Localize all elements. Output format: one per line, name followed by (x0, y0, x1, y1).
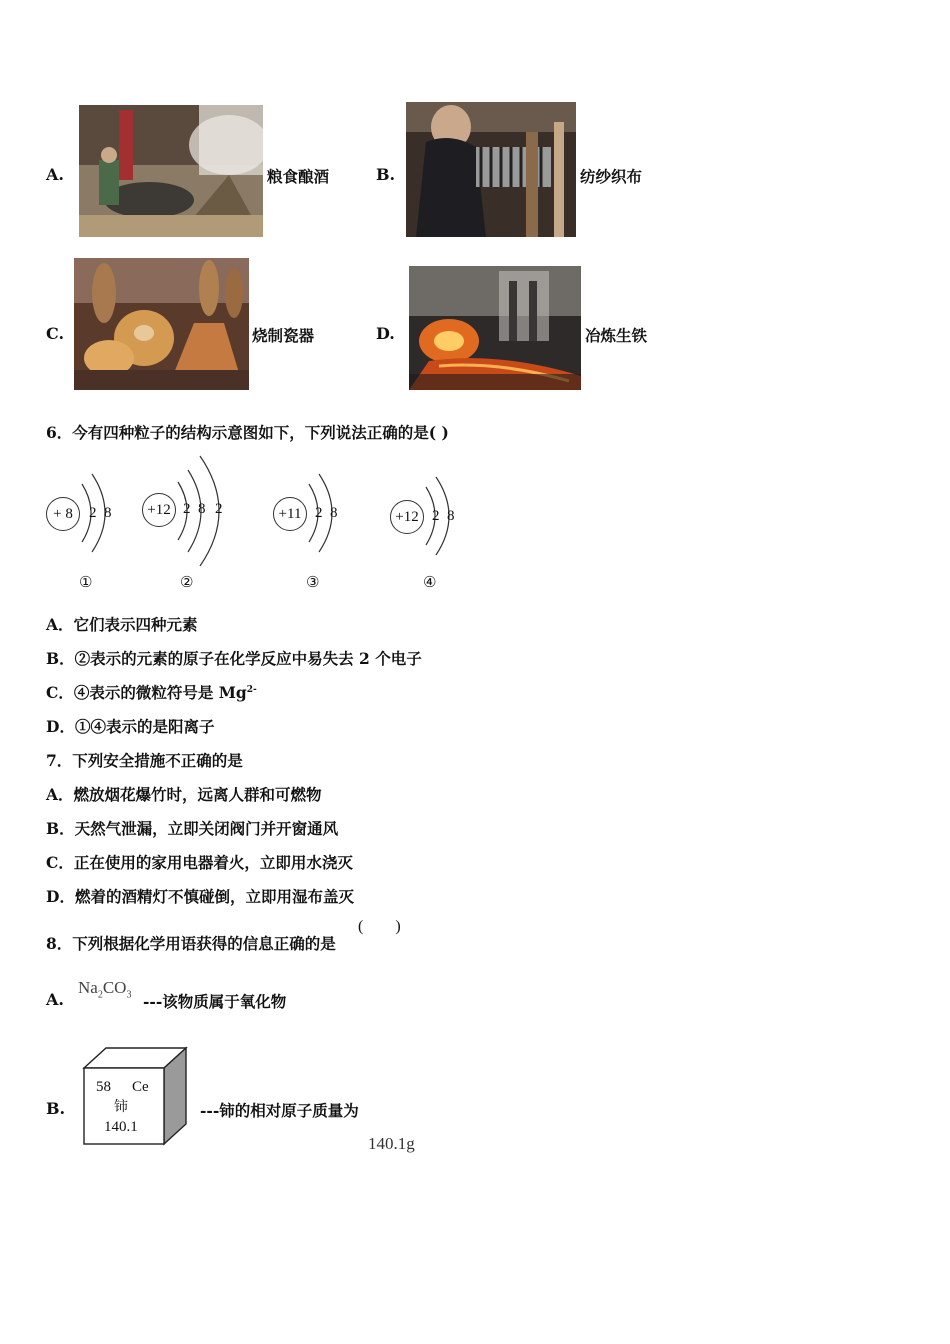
option-letter: D． (46, 717, 75, 736)
shell-count: 8 (330, 505, 338, 521)
diagram-label: ① (79, 573, 93, 591)
option-letter: A． (46, 785, 74, 804)
option-letter: C． (46, 853, 74, 872)
q8-option-b-text: ---铈的相对原子质量为 (200, 1101, 359, 1120)
q6-option-c (46, 681, 257, 703)
q6-option-a (46, 613, 198, 635)
nucleus: +12 (142, 493, 176, 527)
porcelain-photo (74, 258, 249, 390)
option-letter: A． (46, 615, 74, 634)
option-letter: A. (46, 165, 64, 184)
q8-option-a-letter: A. (46, 990, 64, 1009)
nucleus: +12 (390, 500, 424, 534)
shell-count: 2 (89, 505, 97, 521)
q8-option-a-text: ---该物质属于氧化物 (143, 992, 287, 1011)
atomic-mass: 140.1 (104, 1119, 138, 1135)
option-text: ②表示的元素的原子在化学反应中易失去 2 个电子 (74, 649, 422, 668)
q7-option-c (46, 851, 353, 873)
periodic-table-cell (82, 1046, 188, 1146)
option-letter: C． (46, 683, 74, 702)
chemical-formula: $Na_2CO_3$ (78, 978, 132, 1001)
option-text: ①④表示的是阳离子 (74, 717, 215, 736)
option-letter: C. (46, 324, 65, 343)
option-letter: B． (46, 819, 75, 838)
option-text: ④表示的微粒符号是 Mg (73, 683, 247, 702)
weaving-photo (406, 102, 576, 237)
shell-count: 8 (447, 508, 455, 524)
q8-option-b-value: 140.1g (368, 1134, 415, 1153)
option-text: 它们表示四种元素 (73, 615, 198, 634)
option-text: 正在使用的家用电器着火，立即用水浇灭 (73, 853, 353, 872)
option-text: 粮食酿酒 (267, 167, 330, 186)
q6-stem: 6．今有四种粒子的结构示意图如下，下列说法正确的是( ) (46, 423, 449, 442)
option-text: 纺纱织布 (580, 167, 643, 186)
option-text: 天然气泄漏，立即关闭阀门并开窗通风 (74, 819, 339, 838)
option-text: 冶炼生铁 (585, 326, 648, 345)
option-letter: B. (376, 165, 396, 184)
q6-option-b (46, 647, 422, 669)
shell-count: 8 (104, 505, 112, 521)
element-symbol: Ce (132, 1079, 149, 1095)
shell-count: 8 (198, 501, 206, 517)
diagram-label: ② (180, 573, 194, 591)
shell-count: 2 (215, 501, 223, 517)
diagram-label: ③ (306, 573, 320, 591)
shell-count: 2 (315, 505, 323, 521)
q7-option-b (46, 817, 338, 839)
q7-option-a (46, 783, 322, 805)
q8-option-b-letter: B. (46, 1099, 66, 1118)
distillery-photo (79, 105, 263, 237)
electron-shell-arcs (78, 470, 118, 556)
q7-stem: 7．下列安全措施不正确的是 (46, 751, 243, 770)
shell-count: 2 (183, 501, 191, 517)
shell-count: 2 (432, 508, 440, 524)
iron-smelting-photo (409, 266, 581, 390)
diagram-label: ④ (423, 573, 437, 591)
option-text: 燃放烟花爆竹时，远离人群和可燃物 (73, 785, 322, 804)
nucleus: + 8 (46, 497, 80, 531)
option-letter: D． (46, 887, 75, 906)
nucleus: +11 (273, 497, 307, 531)
q7-option-d (46, 885, 354, 907)
option-letter: D. (376, 324, 395, 343)
q8-stem: 8．下列根据化学用语获得的信息正确的是 (46, 934, 336, 953)
electron-shell-arcs (305, 470, 345, 556)
option-text: 燃着的酒精灯不慎碰倒，立即用湿布盖灭 (74, 887, 354, 906)
option-text: 烧制瓷器 (252, 326, 315, 345)
answer-parentheses: ( ) (358, 918, 401, 935)
ion-charge: 2- (246, 684, 257, 695)
element-name: 铈 (114, 1099, 128, 1115)
electron-shell-arcs (422, 473, 462, 559)
q6-option-d (46, 715, 214, 737)
atomic-number: 58 (96, 1079, 111, 1095)
option-letter: B． (46, 649, 75, 668)
